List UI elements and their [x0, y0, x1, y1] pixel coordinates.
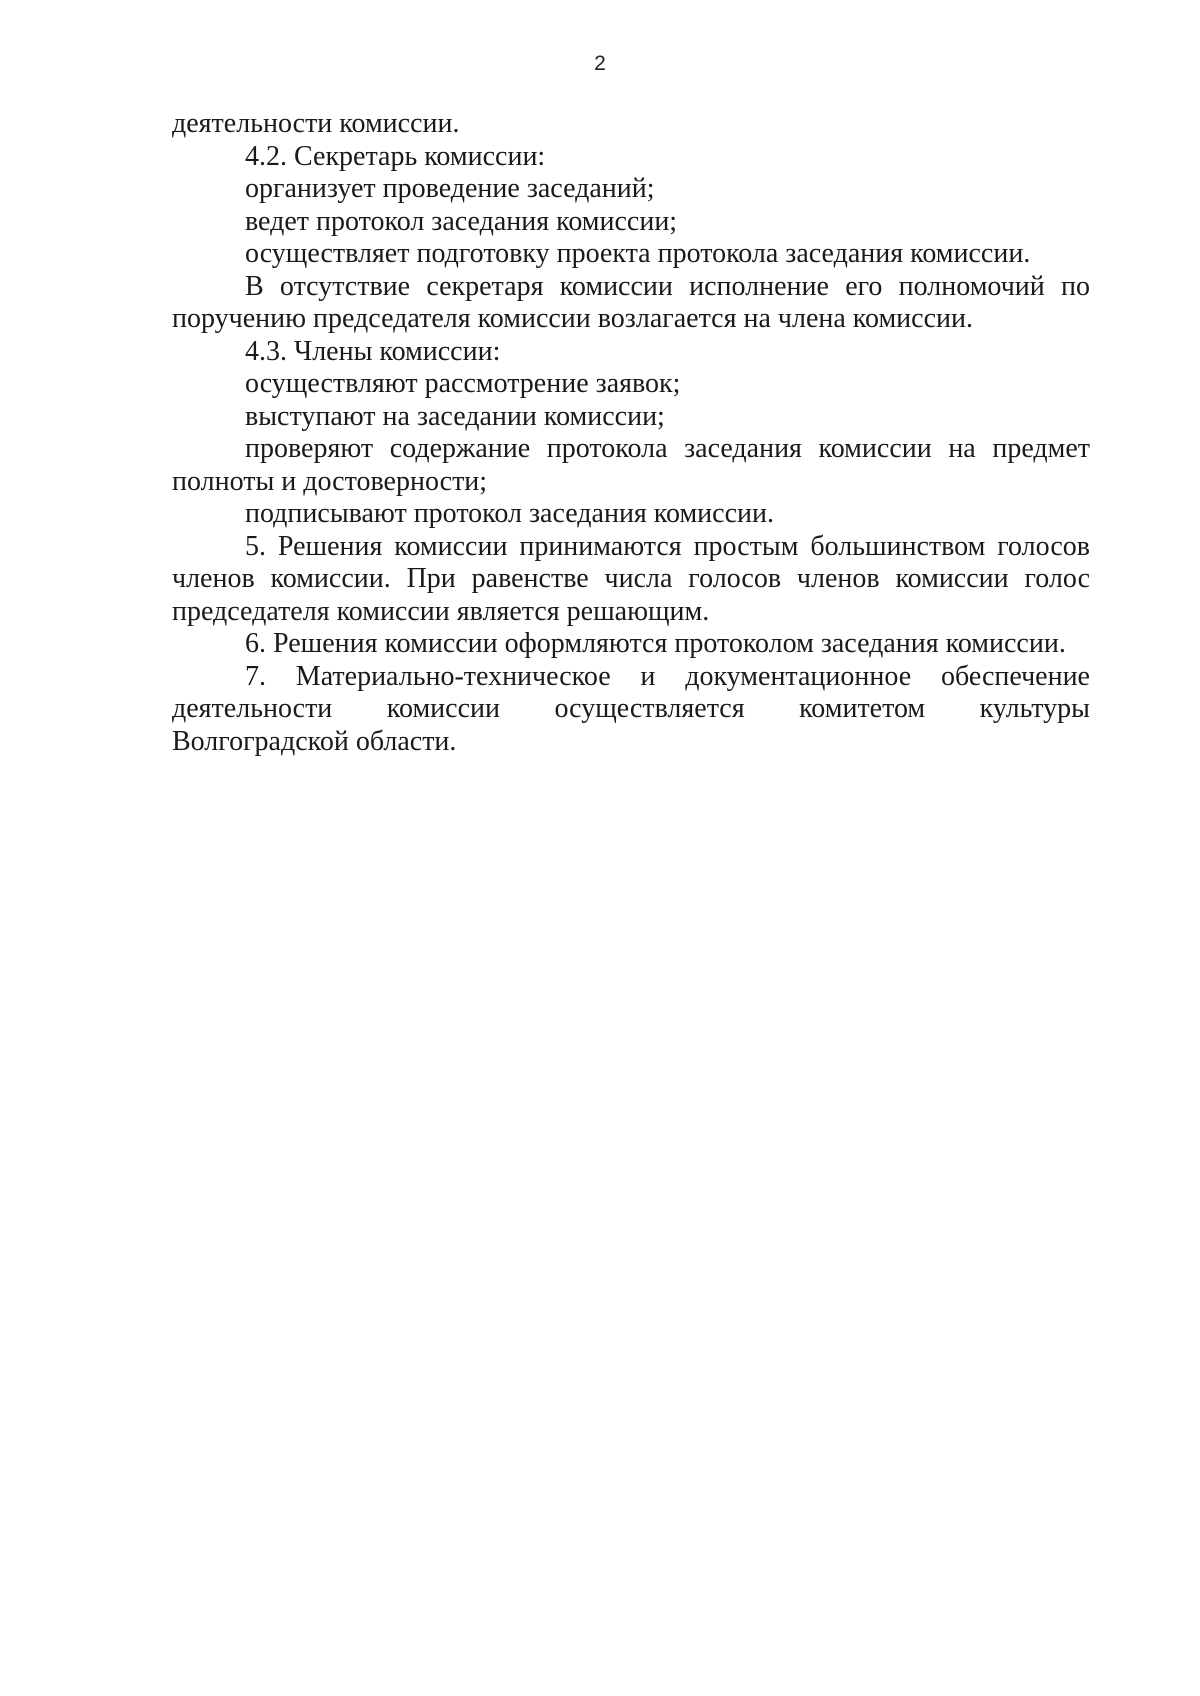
paragraph-member-duty-4: подписывают протокол заседания комиссии. — [245, 498, 774, 529]
paragraph-7-support: 7. Материально-техническое и документационное обеспечение деятельности комиссии осуществляется комитетом культуры — [172, 660, 1090, 724]
paragraph-secretary-absence: В отсутствие секретаря комиссии исполнение его полномочий по поручению председателя комиссии возлагается на члена комиссии. — [172, 270, 1090, 334]
paragraph-member-duty-1: осуществляют рассмотрение заявок; — [245, 368, 681, 399]
paragraph-secretary-duty-1: организует проведение заседаний; — [245, 173, 655, 204]
paragraph-continuation: деятельности комиссии. — [172, 108, 460, 139]
document-body — [172, 108, 1090, 758]
paragraph-secretary-duty-2: ведет протокол заседания комиссии; — [245, 205, 678, 237]
paragraph-5-decisions: 5. Решения комиссии принимаются простым большинством голосов членов комиссии. При равенстве числа голосов членов комиссии голос председателя комиссии является решающим. — [172, 530, 1090, 627]
paragraph-6-protocol: 6. Решения комиссии оформляются протоколом заседания комиссии. — [245, 628, 1066, 659]
paragraph-4-3-heading: 4.3. Члены комиссии: — [245, 335, 501, 367]
paragraph-member-duty-3: проверяют содержание протокола заседания комиссии на предмет полноты и достоверности; — [172, 433, 1090, 497]
paragraph-member-duty-2: выступают на заседании комиссии; — [245, 400, 665, 432]
paragraph-7-support-end: Волгоградской области. — [172, 725, 457, 757]
paragraph-4-2-heading: 4.2. Секретарь комиссии: — [245, 140, 546, 172]
page-number: 2 — [594, 52, 606, 75]
paragraph-secretary-duty-3: осуществляет подготовку проекта протокола заседания комиссии. — [245, 238, 1031, 269]
